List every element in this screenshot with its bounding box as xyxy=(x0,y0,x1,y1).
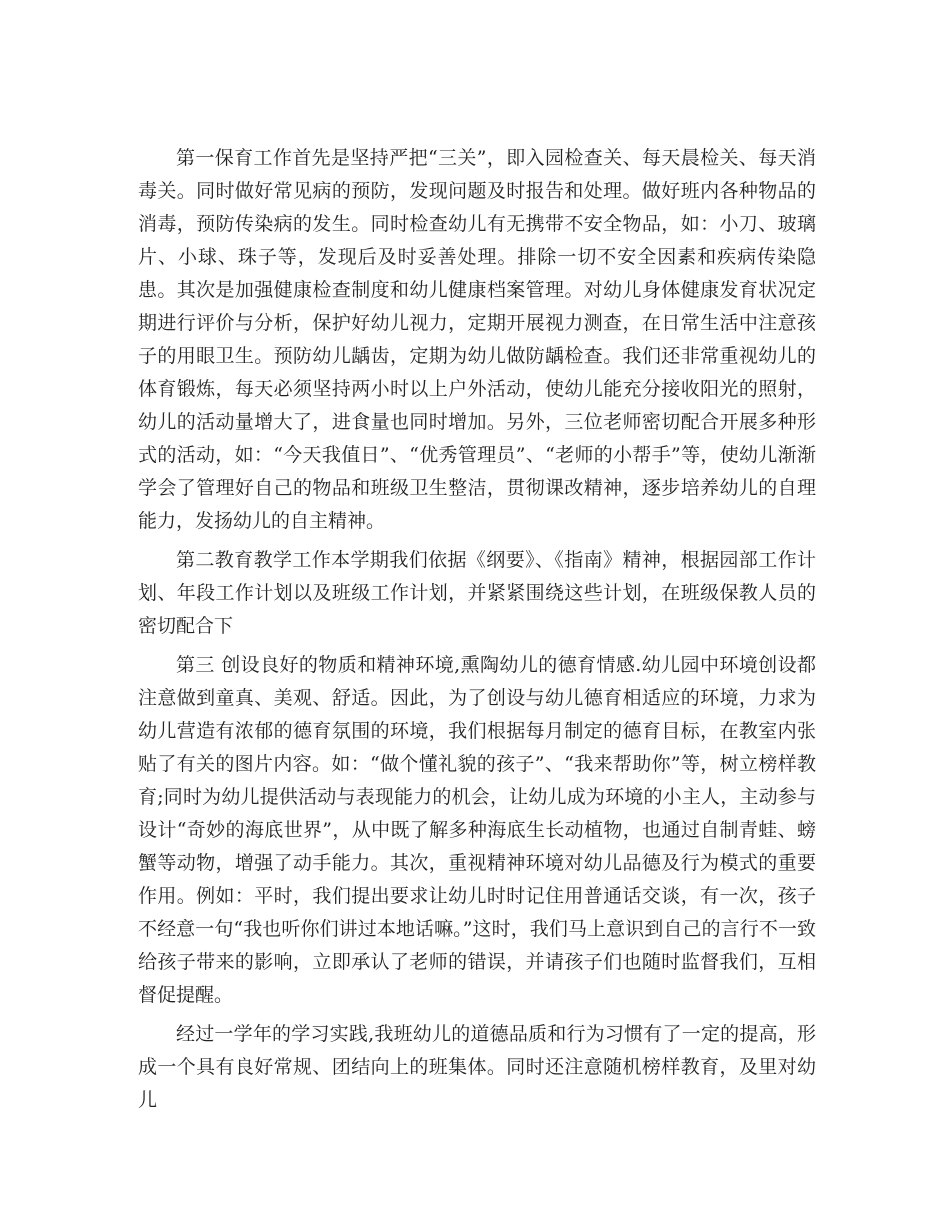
paragraph-childcare: 第一保育工作首先是坚持严把“三关”，即入园检查关、每天晨检关、每天消毒关。同时做好常见病的预防，发现问题及时报告和处理。做好班内各种物品的消毒，预防传染病的发生。同时检查幼儿有无携带不安全物品，如：小刀、玻璃片、小球、珠子等，发现后及时妥善处理。排除一切不安全因素和疾病传染隐患。其次是加强健康检查制度和幼儿健康档案管理。对幼儿身体健康发育状况定期进行评价与分析，保护好幼儿视力，定期开展视力测查，在日常生活中注意孩子的用眼卫生。预防幼儿龋齿，定期为幼儿做防龋检查。我们还非常重视幼儿的体育锻炼，每天必须坚持两小时以上户外活动，使幼儿能充分接收阳光的照射，幼儿的活动量增大了，进食量也同时增加。另外，三位老师密切配合开展多种形式的活动，如：“今天我值日”、“优秀管理员”、“老师的小帮手”等，使幼儿渐渐学会了管理好自己的物品和班级卫生整洁，贯彻课改精神，逐步培养幼儿的自理能力，发扬幼儿的自主精神。 xyxy=(138,147,816,532)
paragraph-environment: 第三 创设良好的物质和精神环境,熏陶幼儿的德育情感.幼儿园中环境创设都注意做到童真、美观、舒适。因此，为了创设与幼儿德育相适应的环境，力求为幼儿营造有浓郁的德育氛围的环境，我们根据每月制定的德育目标，在教室内张贴了有关的图片内容。如：“做个懂礼貌的孩子”、“我来帮助你”等，树立榜样教育;同时为幼儿提供活动与表现能力的机会，让幼儿成为环境的小主人，主动参与设计“奇妙的海底世界”，从中既了解多种海底生长动植物，也通过自制青蛙、螃蟹等动物，增强了动手能力。其次，重视精神环境对幼儿品德及行为模式的重要作用。例如：平时，我们提出要求让幼儿时时记住用普通话交谈，有一次，孩子不经意一句“我也听你们讲过本地话嘛。”这时，我们马上意识到自己的言行不一致给孩子带来的影响，立即承认了老师的错误，并请孩子们也随时监督我们，互相督促提醒。 xyxy=(138,654,816,1006)
document-body xyxy=(138,142,816,1123)
paragraph-teaching: 第二教育教学工作本学期我们依据《纲要》、《指南》精神，根据园部工作计划、年段工作计划以及班级工作计划，并紧紧围绕这些计划，在班级保教人员的密切配合下 xyxy=(138,549,816,637)
paragraph-summary: 经过一学年的学习实践,我班幼儿的道德品质和行为习惯有了一定的提高，形成一个具有良好常规、团结向上的班集体。同时还注意随机榜样教育，及里对幼儿 xyxy=(138,1023,816,1111)
